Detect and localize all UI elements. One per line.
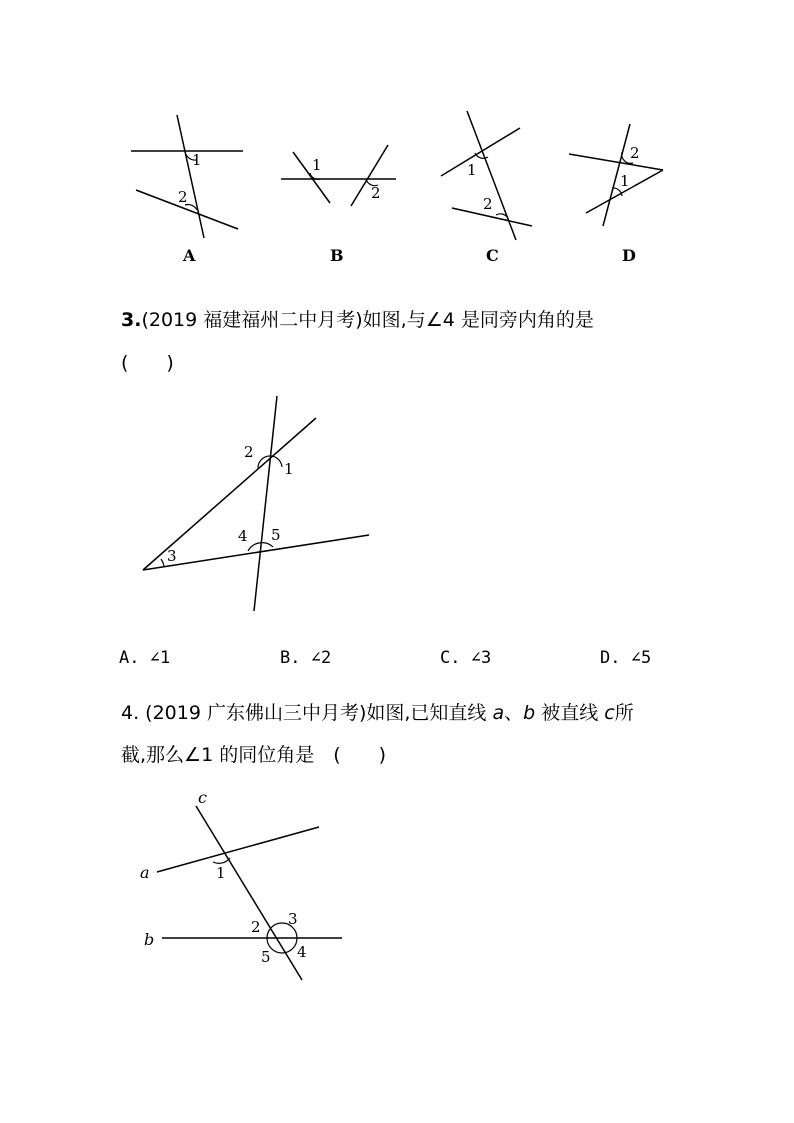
q3-figure-angle-4: 4 [238, 527, 248, 545]
q4-figure-angle-5: 5 [261, 948, 271, 966]
figure-a-letter: A [183, 246, 196, 265]
q4-figure-angle-1: 1 [216, 864, 226, 882]
figure-b-letter: B [330, 246, 344, 265]
q4-figure-line-b: b [144, 930, 155, 949]
q4-separator: 、 [504, 702, 524, 724]
q4-figure-angle-4: 4 [297, 943, 307, 961]
figure-a-angle-1: 1 [192, 151, 202, 169]
figure-b-angle-1: 1 [312, 156, 322, 174]
q4-figure-angle-3: 3 [288, 910, 298, 928]
q3-option-d[interactable]: D. ∠5 [600, 648, 652, 668]
figure-d-angle-2: 2 [630, 144, 640, 162]
q3-stem-text: (2019 福建福州二中月考)如图,与∠4 是同旁内角的是 [141, 309, 594, 331]
figure-d-letter: D [622, 246, 636, 265]
q4-stem-mid: 被直线 [535, 702, 605, 724]
q3-figure-angle-3: 3 [167, 547, 177, 565]
q4-stem-suffix: 所 [614, 702, 634, 724]
q4-var-a: a [492, 702, 505, 724]
figure-b-angle-2: 2 [371, 184, 381, 202]
q3-figure-angle-1: 1 [284, 460, 294, 478]
q4-var-b: b [523, 702, 536, 724]
figure-c-letter: C [486, 246, 499, 265]
q3-number: 3. [121, 309, 142, 331]
q4-stem-prefix: 4. (2019 广东佛山三中月考)如图,已知直线 [121, 702, 493, 724]
q4-figure-line-c: c [198, 788, 207, 807]
q3-figure-angle-2: 2 [244, 443, 254, 461]
q3-option-a[interactable]: A. ∠1 [119, 648, 171, 668]
q3-figure-angle-5: 5 [271, 526, 281, 544]
q4-stem-line2: 截,那么∠1 的同位角是 ( ) [121, 744, 387, 766]
q4-figure-angle-2: 2 [251, 918, 261, 936]
figure-d-angle-1: 1 [620, 172, 630, 190]
figure-a-angle-2: 2 [178, 188, 188, 206]
q4-var-c: c [604, 702, 615, 724]
figure-c-angle-2: 2 [483, 195, 493, 213]
q3-answer-paren: ( ) [121, 352, 174, 374]
q3-option-c[interactable]: C. ∠3 [440, 648, 492, 668]
figure-c-angle-1: 1 [467, 161, 477, 179]
q4-figure-line-a: a [140, 863, 150, 882]
q3-option-b[interactable]: B. ∠2 [280, 648, 332, 668]
